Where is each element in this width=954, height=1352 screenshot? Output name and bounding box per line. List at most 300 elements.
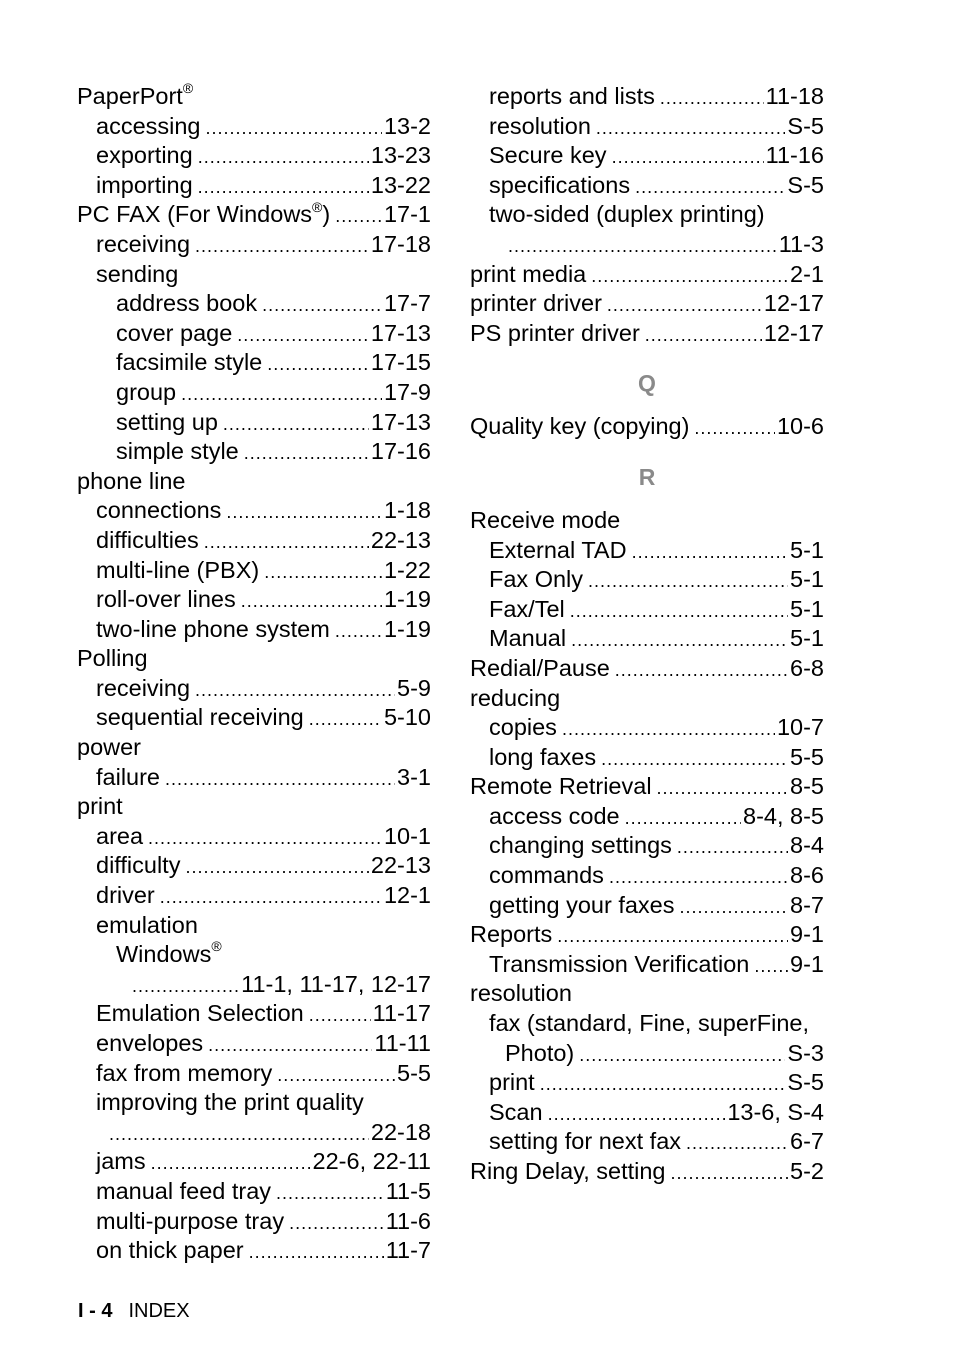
index-letter-heading: Q xyxy=(638,370,656,397)
index-term-text: Ring Delay, setting xyxy=(470,1158,666,1184)
page-reference: 5-1 xyxy=(790,595,824,622)
index-entry xyxy=(470,112,824,142)
dot-leader xyxy=(671,1159,789,1187)
index-term xyxy=(489,200,765,230)
index-term xyxy=(470,412,689,442)
index-term xyxy=(77,733,141,763)
index-entry xyxy=(77,319,431,349)
index-entry xyxy=(470,200,824,230)
dot-leader xyxy=(657,774,788,802)
index-term xyxy=(489,112,591,142)
index-term xyxy=(489,1127,681,1157)
index-entry xyxy=(470,230,824,260)
index-term-text: long faxes xyxy=(489,743,597,770)
dot-leader xyxy=(267,350,369,378)
index-term xyxy=(470,1157,666,1187)
index-term-text: PC FAX (For Windows xyxy=(77,201,313,228)
page-reference: 11-6 xyxy=(385,1207,431,1234)
dot-leader xyxy=(680,893,789,921)
index-term xyxy=(470,920,552,950)
page-reference: 8-7 xyxy=(790,891,824,918)
index-term-text: print xyxy=(489,1069,535,1096)
dot-leader xyxy=(249,1238,384,1266)
page-reference: 22-18 xyxy=(370,1118,431,1145)
index-term-text: Manual xyxy=(489,625,567,652)
dot-leader xyxy=(223,410,369,438)
page-reference: 1-22 xyxy=(383,556,431,583)
index-term-text: envelopes xyxy=(96,1030,204,1056)
dot-leader xyxy=(601,745,788,773)
index-term-text: manual feed tray xyxy=(96,1177,272,1204)
page-reference: 8-6 xyxy=(790,862,824,889)
index-term xyxy=(77,200,330,230)
dot-leader xyxy=(241,587,382,615)
index-term xyxy=(116,437,239,467)
index-term-text: External TAD xyxy=(489,536,627,563)
page-reference: 10-1 xyxy=(383,822,431,849)
index-term-text: access code xyxy=(489,802,620,829)
page-reference: 13-22 xyxy=(370,171,431,198)
index-entry xyxy=(77,408,431,438)
dot-leader xyxy=(754,952,788,980)
index-term-text: resolution xyxy=(489,112,591,139)
index-column-left xyxy=(77,82,431,1266)
index-term xyxy=(96,911,198,941)
index-term xyxy=(489,1098,543,1128)
index-entry xyxy=(77,556,431,586)
index-entry xyxy=(470,979,824,1009)
page-reference: 10-6 xyxy=(776,413,824,440)
index-term xyxy=(96,496,221,526)
index-term-text: reports and lists xyxy=(489,83,655,109)
index-term-text: commands xyxy=(489,862,604,889)
index-term-text: receiving xyxy=(96,674,191,701)
page-reference: 22-13 xyxy=(370,526,431,553)
page-reference: 17-18 xyxy=(370,230,431,257)
index-term-text: Scan xyxy=(489,1098,543,1125)
dot-leader xyxy=(686,1129,788,1157)
page-reference: 17-15 xyxy=(370,349,431,376)
index-term xyxy=(96,112,201,142)
index-term xyxy=(470,289,602,319)
index-entry xyxy=(470,1098,824,1128)
page-reference: 9-1 xyxy=(790,950,824,977)
index-entry xyxy=(77,674,431,704)
index-term xyxy=(77,82,193,112)
index-entry xyxy=(470,82,824,112)
dot-leader xyxy=(612,143,764,171)
dot-leader xyxy=(694,414,775,442)
index-entry xyxy=(77,1207,431,1237)
index-term xyxy=(96,703,304,733)
index-term-text: phone line xyxy=(77,467,186,494)
index-term-text: exporting xyxy=(96,142,193,169)
page-reference: 5-5 xyxy=(397,1059,431,1086)
index-term-text: area xyxy=(96,822,144,849)
index-term-text: getting your faxes xyxy=(489,891,675,918)
index-entry xyxy=(470,319,824,349)
index-term-text: Emulation Selection xyxy=(96,1000,304,1027)
index-term xyxy=(77,467,185,497)
page-reference: 12-17 xyxy=(763,319,824,346)
dot-leader xyxy=(181,380,382,408)
index-entry xyxy=(470,1039,824,1069)
page-reference: 1-19 xyxy=(383,615,431,642)
index-entry xyxy=(77,881,431,911)
index-entry xyxy=(77,467,431,497)
index-term xyxy=(470,654,610,684)
index-term-text: difficulty xyxy=(96,852,181,879)
index-term xyxy=(489,1068,535,1098)
index-term-text: reducing xyxy=(470,684,561,711)
index-entry xyxy=(77,585,431,615)
index-term-text: roll-over lines xyxy=(96,586,236,613)
page-reference: 5-2 xyxy=(790,1158,824,1184)
index-entry xyxy=(77,940,431,970)
index-entry xyxy=(470,713,824,743)
index-term xyxy=(96,171,193,201)
index-letter-heading: R xyxy=(638,463,656,490)
index-term xyxy=(489,536,627,566)
index-term-text: Remote Retrieval xyxy=(470,773,652,800)
index-entry xyxy=(77,851,431,881)
dot-leader xyxy=(237,321,369,349)
index-entry xyxy=(77,1177,431,1207)
dot-leader xyxy=(579,1041,785,1069)
index-term xyxy=(96,1088,364,1118)
index-term-text: simple style xyxy=(116,438,239,465)
page-reference: 11-3 xyxy=(778,230,824,257)
index-entry xyxy=(77,822,431,852)
index-term-text: specifications xyxy=(489,171,631,198)
index-term xyxy=(96,585,236,615)
page-reference: S-5 xyxy=(787,171,824,198)
dot-leader xyxy=(262,291,382,319)
index-entry xyxy=(77,289,431,319)
index-entry xyxy=(77,999,431,1029)
dot-leader xyxy=(148,824,382,852)
page-reference: 2-1 xyxy=(790,260,824,287)
index-term xyxy=(116,289,257,319)
dot-leader xyxy=(540,1070,786,1098)
page-reference: 3-1 xyxy=(397,763,431,790)
dot-leader xyxy=(165,765,395,793)
index-entry xyxy=(77,526,431,556)
index-term-text: PaperPort xyxy=(77,83,183,109)
index-entry xyxy=(77,1147,431,1177)
index-term xyxy=(470,772,652,802)
index-term xyxy=(489,861,604,891)
index-term-text: multi-purpose tray xyxy=(96,1207,285,1234)
index-term-text: sequential receiving xyxy=(96,704,304,731)
index-term xyxy=(96,1059,272,1089)
index-entry xyxy=(470,772,824,802)
index-term xyxy=(116,319,232,349)
dot-leader xyxy=(244,439,369,467)
index-entry xyxy=(77,230,431,260)
index-term xyxy=(96,881,155,911)
index-entry xyxy=(77,703,431,733)
index-entry xyxy=(470,260,824,290)
page-reference: 11-18 xyxy=(765,83,824,109)
page-reference: 22-13 xyxy=(370,852,431,879)
page-reference: 5-9 xyxy=(397,674,431,701)
index-term-text: emulation xyxy=(96,911,198,938)
index-term-text: group xyxy=(116,378,177,405)
index-term-text: Transmission Verification xyxy=(489,950,750,977)
dot-leader xyxy=(635,173,785,201)
dot-leader xyxy=(264,558,382,586)
index-term xyxy=(116,348,262,378)
dot-leader xyxy=(609,863,788,891)
page-reference: S-5 xyxy=(787,112,824,139)
page-reference: 17-1 xyxy=(383,201,431,228)
index-entry xyxy=(77,141,431,171)
index-entry xyxy=(77,260,431,290)
index-entry xyxy=(77,970,431,1000)
dot-leader xyxy=(335,617,382,645)
index-entry xyxy=(77,437,431,467)
index-entry xyxy=(470,624,824,654)
dot-leader xyxy=(508,232,777,260)
index-term-suffix: ) xyxy=(322,201,331,228)
index-term xyxy=(77,644,148,674)
index-term-text: facsimile style xyxy=(116,349,263,376)
dot-leader xyxy=(132,972,239,1000)
index-term xyxy=(489,891,675,921)
index-entry xyxy=(470,1068,824,1098)
index-term-text: setting up xyxy=(116,408,218,435)
index-term xyxy=(489,595,565,625)
index-column-right xyxy=(470,82,824,1187)
page-reference: 1-18 xyxy=(383,497,431,524)
dot-leader xyxy=(596,114,786,142)
index-entry xyxy=(470,684,824,714)
index-entry xyxy=(470,743,824,773)
dot-leader xyxy=(588,567,788,595)
page-reference: 11-7 xyxy=(385,1237,431,1264)
index-entry xyxy=(77,496,431,526)
page-reference: 17-16 xyxy=(370,438,431,465)
index-entry xyxy=(470,565,824,595)
index-term-text: cover page xyxy=(116,319,233,346)
index-term-text: improving the print quality xyxy=(96,1089,364,1116)
page-reference: 6-8 xyxy=(790,654,824,681)
index-term xyxy=(96,1207,284,1237)
dot-leader xyxy=(289,1209,384,1237)
index-term-text: address book xyxy=(116,290,258,317)
index-entry xyxy=(77,200,431,230)
index-term-text: resolution xyxy=(470,980,572,1007)
index-term xyxy=(96,674,190,704)
page-reference: 5-5 xyxy=(790,743,824,770)
index-term xyxy=(96,1236,244,1266)
index-term-text: setting for next fax xyxy=(489,1128,682,1155)
index-term xyxy=(489,950,749,980)
index-entry xyxy=(77,348,431,378)
index-entry xyxy=(470,141,824,171)
index-term-text: Quality key (copying) xyxy=(470,413,690,440)
index-term xyxy=(96,230,190,260)
dot-leader xyxy=(226,498,382,526)
page-reference: 13-6, S-4 xyxy=(727,1098,824,1125)
index-entry xyxy=(470,831,824,861)
index-term-text: Polling xyxy=(77,645,148,672)
index-term-text: Redial/Pause xyxy=(470,654,610,681)
index-entry xyxy=(77,1088,431,1118)
dot-leader xyxy=(198,173,369,201)
index-term xyxy=(489,141,607,171)
index-term xyxy=(489,171,630,201)
dot-leader xyxy=(591,262,788,290)
index-term xyxy=(96,260,178,290)
index-term xyxy=(96,556,259,586)
index-term xyxy=(505,1039,574,1069)
index-entry xyxy=(470,861,824,891)
index-term xyxy=(96,1147,146,1177)
index-term-text: two-sided (duplex printing) xyxy=(489,201,765,228)
page-reference: 5-10 xyxy=(383,704,431,731)
index-term-text: importing xyxy=(96,171,193,198)
page-reference: 8-5 xyxy=(790,773,824,800)
index-term xyxy=(96,141,193,171)
index-term xyxy=(489,565,583,595)
page-reference: 13-2 xyxy=(383,112,431,139)
index-term-text: Secure key xyxy=(489,142,607,169)
index-term xyxy=(489,831,672,861)
page-reference: 5-1 xyxy=(790,625,824,652)
index-entry xyxy=(470,654,824,684)
index-entry xyxy=(77,1118,431,1148)
index-entry xyxy=(77,1029,431,1059)
index-term-text: power xyxy=(77,734,142,761)
page-reference: 11-1, 11-17, 12-17 xyxy=(241,970,431,997)
index-term xyxy=(489,1009,809,1039)
index-term-text: Fax Only xyxy=(489,566,584,593)
index-entry xyxy=(470,1009,824,1039)
dot-leader xyxy=(615,656,788,684)
index-entry xyxy=(77,1059,431,1089)
index-term-text: receiving xyxy=(96,230,191,257)
dot-leader xyxy=(276,1179,384,1207)
index-term xyxy=(489,743,596,773)
dot-leader xyxy=(571,626,788,654)
index-entry xyxy=(470,950,824,980)
index-term-text: Fax/Tel xyxy=(489,595,565,622)
index-term xyxy=(116,378,176,408)
index-term-text: print media xyxy=(470,260,587,287)
dot-leader xyxy=(160,883,382,911)
index-term xyxy=(489,802,620,832)
index-entry xyxy=(470,289,824,319)
dot-leader xyxy=(625,804,741,832)
index-term xyxy=(96,763,160,793)
index-term-text: two-line phone system xyxy=(96,615,330,642)
index-entry xyxy=(77,644,431,674)
index-term xyxy=(470,260,586,290)
dot-leader xyxy=(562,715,775,743)
dot-leader xyxy=(570,597,788,625)
page-reference: 9-1 xyxy=(790,921,824,948)
dot-leader xyxy=(208,1031,372,1059)
index-term-text: difficulties xyxy=(96,526,199,553)
dot-leader xyxy=(335,202,382,230)
index-term xyxy=(470,979,572,1009)
page-reference: 12-1 xyxy=(383,882,431,909)
index-term xyxy=(96,999,304,1029)
page-reference: 13-23 xyxy=(370,142,431,169)
dot-leader xyxy=(151,1149,311,1177)
index-entry xyxy=(470,595,824,625)
index-entry xyxy=(470,1127,824,1157)
index-term xyxy=(96,1029,203,1059)
dot-leader xyxy=(607,291,762,319)
page-reference: S-5 xyxy=(787,1069,824,1096)
index-entry xyxy=(470,891,824,921)
index-entry xyxy=(470,802,824,832)
index-entry xyxy=(77,763,431,793)
page-reference: 1-19 xyxy=(383,586,431,613)
index-term-text: on thick paper xyxy=(96,1237,244,1264)
index-term xyxy=(96,1177,271,1207)
index-entry xyxy=(77,378,431,408)
page-reference: 17-13 xyxy=(370,319,431,346)
index-term xyxy=(116,940,222,970)
index-term-text: Reports xyxy=(470,921,553,948)
registered-mark: ® xyxy=(211,940,222,955)
index-entry xyxy=(77,171,431,201)
page-reference: 8-4, 8-5 xyxy=(743,802,824,829)
dot-leader xyxy=(309,1001,371,1029)
index-term xyxy=(96,822,143,852)
page-reference: 11-16 xyxy=(765,142,824,169)
page-footer xyxy=(78,1300,190,1323)
dot-leader xyxy=(660,84,764,112)
index-term-text: fax (standard, Fine, superFine, xyxy=(489,1010,810,1037)
index-entry xyxy=(77,792,431,822)
section-title: INDEX xyxy=(128,1300,190,1322)
page-reference: 11-17 xyxy=(372,1000,431,1027)
page-reference: 22-6, 22-11 xyxy=(312,1148,431,1175)
index-term-text: multi-line (PBX) xyxy=(96,556,260,583)
index-term xyxy=(489,713,557,743)
dot-leader xyxy=(277,1061,395,1089)
index-term-text: accessing xyxy=(96,112,201,139)
page-reference: 12-17 xyxy=(763,290,824,317)
index-term-text: jams xyxy=(96,1148,146,1175)
page-reference: 5-1 xyxy=(790,536,824,563)
page-reference: 17-13 xyxy=(370,408,431,435)
index-term xyxy=(96,526,199,556)
dot-leader xyxy=(548,1100,726,1128)
index-term xyxy=(470,506,620,536)
index-entry xyxy=(470,536,824,566)
dot-leader xyxy=(109,1120,369,1148)
index-term-text: driver xyxy=(96,882,155,909)
index-term-text: Windows xyxy=(116,941,212,968)
index-term-text: PS printer driver xyxy=(470,319,640,346)
index-entry xyxy=(77,733,431,763)
dot-leader xyxy=(198,143,369,171)
index-term xyxy=(96,615,330,645)
dot-leader xyxy=(632,538,788,566)
index-entry xyxy=(77,1236,431,1266)
page-reference: 11-5 xyxy=(385,1177,431,1204)
page-reference: 11-11 xyxy=(374,1030,431,1056)
page-reference: 6-7 xyxy=(790,1128,824,1155)
index-entry xyxy=(77,615,431,645)
index-term xyxy=(77,792,123,822)
